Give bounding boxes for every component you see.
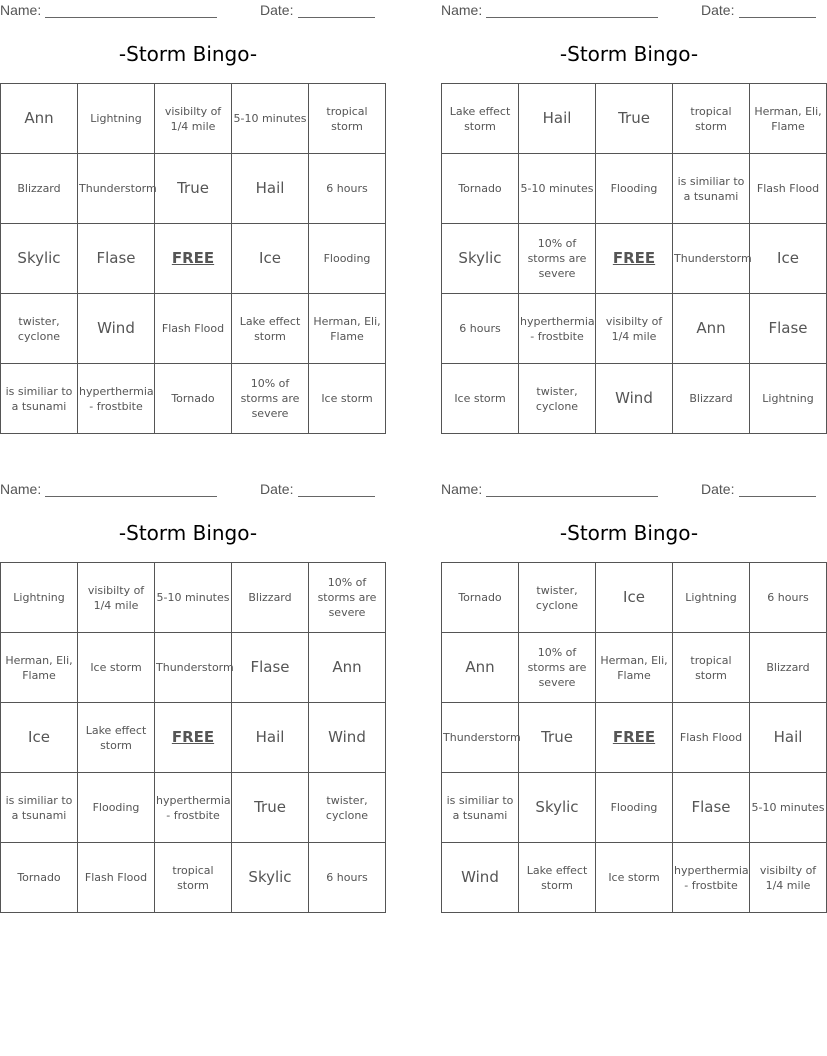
grid-row <box>442 773 827 843</box>
bingo-cell: Lightning <box>1 563 78 633</box>
name-label: Name: <box>0 481 42 497</box>
grid-row <box>1 563 386 633</box>
bingo-cell: Blizzard <box>232 563 309 633</box>
bingo-cell: Ann <box>1 84 78 154</box>
bingo-cell: Wind <box>596 364 673 434</box>
bingo-cell: Skylic <box>1 224 78 294</box>
free-space: FREE <box>596 703 673 773</box>
grid-row <box>1 633 386 703</box>
grid-row <box>442 224 827 294</box>
name-line <box>486 17 658 18</box>
bingo-cell: is similiar to a tsunami <box>1 364 78 434</box>
bingo-cell: Lake effect storm <box>519 843 596 913</box>
bingo-cell: visibilty of 1/4 mile <box>78 563 155 633</box>
bingo-cell: twister, cyclone <box>309 773 386 843</box>
bingo-cell: Flooding <box>78 773 155 843</box>
grid-row <box>1 773 386 843</box>
free-space: FREE <box>155 224 232 294</box>
bingo-cell: hyperthermia - frostbite <box>155 773 232 843</box>
grid-row <box>1 703 386 773</box>
bingo-grid <box>0 83 386 434</box>
bingo-cell: Ice storm <box>596 843 673 913</box>
bingo-cell: Herman, Eli, Flame <box>596 633 673 703</box>
bingo-cell: 6 hours <box>309 843 386 913</box>
bingo-cell: Hail <box>232 703 309 773</box>
bingo-cell: 5-10 minutes <box>155 563 232 633</box>
name-label: Name: <box>441 2 483 18</box>
grid-row <box>1 294 386 364</box>
name-line <box>45 496 217 497</box>
bingo-cell: Lake effect storm <box>78 703 155 773</box>
bingo-cell: Lake effect storm <box>442 84 519 154</box>
bingo-cell: Wind <box>442 843 519 913</box>
grid-row <box>1 154 386 224</box>
grid-row <box>1 364 386 434</box>
bingo-cell: is similiar to a tsunami <box>442 773 519 843</box>
bingo-cell: Ann <box>442 633 519 703</box>
bingo-cell: Wind <box>78 294 155 364</box>
bingo-grid <box>0 562 386 913</box>
bingo-cell: Ice storm <box>442 364 519 434</box>
bingo-cell: twister, cyclone <box>1 294 78 364</box>
bingo-cell: Lake effect storm <box>232 294 309 364</box>
bingo-cell: visibilty of 1/4 mile <box>155 84 232 154</box>
bingo-cell: Wind <box>309 703 386 773</box>
bingo-cell: Ice storm <box>309 364 386 434</box>
bingo-cell: 6 hours <box>309 154 386 224</box>
date-line <box>739 17 816 18</box>
grid-row <box>442 364 827 434</box>
card-header <box>441 481 817 499</box>
bingo-cell: Flase <box>673 773 750 843</box>
grid-row <box>1 84 386 154</box>
bingo-cell: Tornado <box>155 364 232 434</box>
bingo-cell: Herman, Eli, Flame <box>1 633 78 703</box>
date-label: Date: <box>260 481 294 497</box>
bingo-cell: Hail <box>232 154 309 224</box>
free-space: FREE <box>596 224 673 294</box>
bingo-cell: Lightning <box>750 364 827 434</box>
name-label: Name: <box>0 2 42 18</box>
date-label: Date: <box>260 2 294 18</box>
bingo-cell: tropical storm <box>673 633 750 703</box>
bingo-cell: Thunderstorm <box>673 224 750 294</box>
bingo-cell: Blizzard <box>673 364 750 434</box>
bingo-cell: 5-10 minutes <box>750 773 827 843</box>
bingo-cell: Blizzard <box>1 154 78 224</box>
bingo-cell: Tornado <box>1 843 78 913</box>
grid-row <box>442 154 827 224</box>
name-line <box>486 496 658 497</box>
bingo-cell: visibilty of 1/4 mile <box>750 843 827 913</box>
bingo-cell: True <box>519 703 596 773</box>
bingo-cell: Lightning <box>673 563 750 633</box>
bingo-cell: tropical storm <box>309 84 386 154</box>
bingo-cell: tropical storm <box>673 84 750 154</box>
bingo-cell: Skylic <box>232 843 309 913</box>
bingo-grid <box>441 83 827 434</box>
bingo-cell: Skylic <box>442 224 519 294</box>
bingo-cell: is similiar to a tsunami <box>673 154 750 224</box>
bingo-cell: Herman, Eli, Flame <box>309 294 386 364</box>
grid-row <box>442 633 827 703</box>
bingo-cell: Flooding <box>596 154 673 224</box>
bingo-cell: is similiar to a tsunami <box>1 773 78 843</box>
bingo-cell: True <box>232 773 309 843</box>
bingo-cell: hyperthermia - frostbite <box>78 364 155 434</box>
bingo-cell: Ice storm <box>78 633 155 703</box>
grid-row <box>442 843 827 913</box>
bingo-cell: Skylic <box>519 773 596 843</box>
bingo-cell: tropical storm <box>155 843 232 913</box>
bingo-cell: Thunderstorm <box>442 703 519 773</box>
bingo-cell: Ice <box>750 224 827 294</box>
bingo-cell: Thunderstorm <box>155 633 232 703</box>
date-line <box>298 17 375 18</box>
bingo-cell: 6 hours <box>442 294 519 364</box>
bingo-cell: Hail <box>519 84 596 154</box>
bingo-cell: Flash Flood <box>673 703 750 773</box>
bingo-cell: 10% of storms are severe <box>519 633 596 703</box>
bingo-cell: hyperthermia - frostbite <box>519 294 596 364</box>
bingo-cell: Flase <box>232 633 309 703</box>
bingo-cell: True <box>596 84 673 154</box>
grid-row <box>1 843 386 913</box>
bingo-cell: Flooding <box>309 224 386 294</box>
bingo-cell: twister, cyclone <box>519 364 596 434</box>
bingo-cell: Flase <box>78 224 155 294</box>
bingo-cell: Ice <box>596 563 673 633</box>
date-label: Date: <box>701 2 735 18</box>
grid-row <box>442 84 827 154</box>
bingo-cell: Blizzard <box>750 633 827 703</box>
bingo-cell: Flase <box>750 294 827 364</box>
bingo-cell: Lightning <box>78 84 155 154</box>
date-line <box>739 496 816 497</box>
bingo-cell: 10% of storms are severe <box>232 364 309 434</box>
grid-row <box>442 294 827 364</box>
date-label: Date: <box>701 481 735 497</box>
grid-row <box>442 563 827 633</box>
bingo-cell: Herman, Eli, Flame <box>750 84 827 154</box>
bingo-cell: Tornado <box>442 563 519 633</box>
bingo-cell: True <box>155 154 232 224</box>
bingo-cell: 5-10 minutes <box>519 154 596 224</box>
name-label: Name: <box>441 481 483 497</box>
bingo-cell: Ann <box>309 633 386 703</box>
bingo-cell: Thunderstorm <box>78 154 155 224</box>
bingo-cell: visibilty of 1/4 mile <box>596 294 673 364</box>
card-header <box>0 481 376 499</box>
name-line <box>45 17 217 18</box>
bingo-cell: Hail <box>750 703 827 773</box>
bingo-cell: twister, cyclone <box>519 563 596 633</box>
bingo-cell: 10% of storms are severe <box>519 224 596 294</box>
free-space: FREE <box>155 703 232 773</box>
bingo-cell: 10% of storms are severe <box>309 563 386 633</box>
bingo-cell: Flash Flood <box>750 154 827 224</box>
grid-row <box>442 703 827 773</box>
date-line <box>298 496 375 497</box>
bingo-cell: Flash Flood <box>78 843 155 913</box>
bingo-cell: Tornado <box>442 154 519 224</box>
bingo-cell: 5-10 minutes <box>232 84 309 154</box>
bingo-cell: Ice <box>1 703 78 773</box>
bingo-cell: 6 hours <box>750 563 827 633</box>
card-title: -Storm Bingo- <box>118 521 258 545</box>
bingo-cell: hyperthermia - frostbite <box>673 843 750 913</box>
card-title: -Storm Bingo- <box>118 42 258 66</box>
card-header <box>0 2 376 20</box>
grid-row <box>1 224 386 294</box>
bingo-cell: Flash Flood <box>155 294 232 364</box>
bingo-grid <box>441 562 827 913</box>
bingo-cell: Ice <box>232 224 309 294</box>
card-title: -Storm Bingo- <box>559 42 699 66</box>
bingo-cell: Ann <box>673 294 750 364</box>
card-title: -Storm Bingo- <box>559 521 699 545</box>
bingo-cell: Flooding <box>596 773 673 843</box>
card-header <box>441 2 817 20</box>
